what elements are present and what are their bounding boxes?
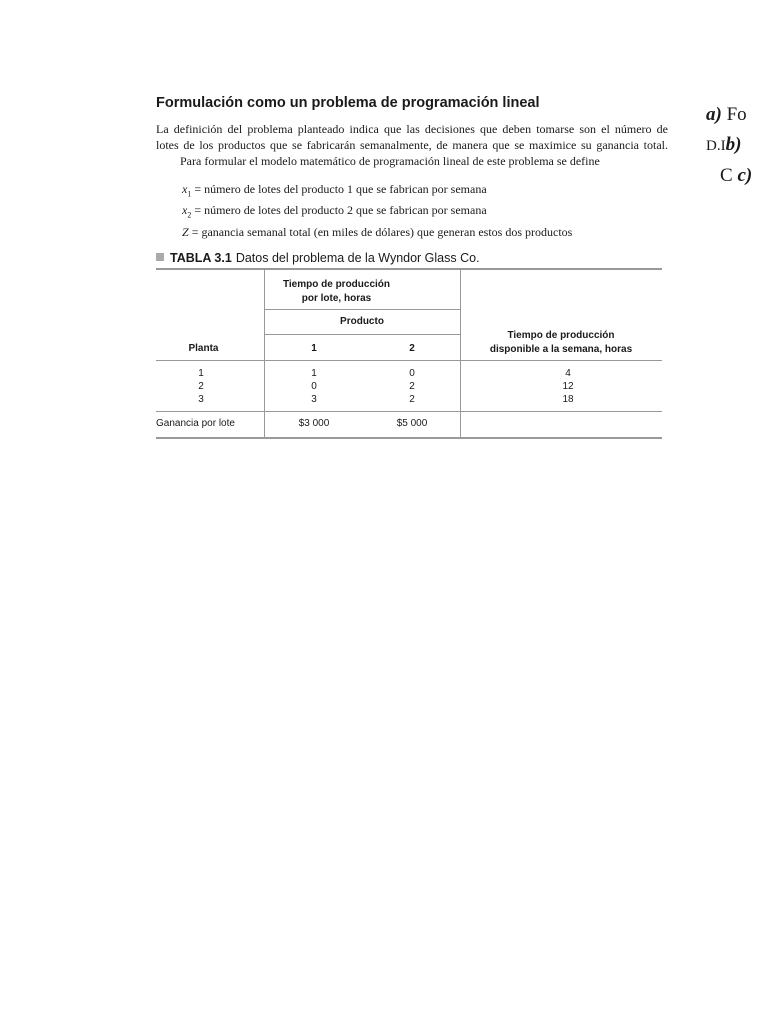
table-cell: 18 xyxy=(562,394,574,405)
header-product-1: 1 xyxy=(311,343,317,354)
variable-symbol: x xyxy=(182,182,188,196)
product-1-column xyxy=(264,367,364,406)
table-number: TABLA 3.1 xyxy=(170,251,232,265)
variable-symbol: x xyxy=(182,203,188,218)
table-cell: 1 xyxy=(311,368,317,379)
header-text: por lote, horas xyxy=(301,293,372,304)
paragraph-line: Para formular el modelo matemático de programación lineal de este problema se define xyxy=(180,154,600,168)
variable-subscript: 2 xyxy=(187,210,192,220)
header-available-time xyxy=(460,329,662,357)
table-cell: 12 xyxy=(562,381,574,392)
plant-column xyxy=(156,367,246,406)
variable-subscript: 1 xyxy=(187,189,192,199)
paragraph-line: La definición del problema planteado indica que las decisiones que deben tomarse son el número de xyxy=(156,122,668,136)
table-cell: 2 xyxy=(409,394,415,405)
header-time-per-lot xyxy=(264,278,409,306)
table-cell: 3 xyxy=(198,394,204,405)
table-body-rule xyxy=(156,411,662,412)
variable-x2 xyxy=(182,202,662,223)
variable-definition: = número de lotes del producto 2 que se fabrican por semana xyxy=(194,203,487,218)
header-text: Tiempo de producción xyxy=(507,330,615,341)
table-cell: 3 xyxy=(311,394,317,405)
table-group-rule xyxy=(264,309,460,310)
variable-definitions xyxy=(182,181,662,240)
table-cell: 2 xyxy=(198,381,204,392)
profit-product-2: $5 000 xyxy=(396,418,428,429)
profit-label: Ganancia por lote xyxy=(156,418,235,429)
side-note-c xyxy=(720,161,752,191)
header-product-2: 2 xyxy=(409,343,415,354)
side-note-prefix: D.I xyxy=(706,138,726,154)
product-2-column xyxy=(364,367,460,406)
side-note-label: c) xyxy=(737,165,753,186)
header-text: Tiempo de producción xyxy=(282,279,391,290)
section-heading: Formulación como un problema de programación lineal xyxy=(156,95,540,111)
header-plant: Planta xyxy=(188,343,219,354)
table-cell: 2 xyxy=(409,381,415,392)
paragraph-line: lotes de los productos que se fabricarán semanalmente, de manera que se maximice su ganancia total. xyxy=(156,138,668,152)
table-cell: 1 xyxy=(198,368,204,379)
side-note-label: b) xyxy=(725,134,742,155)
header-text: disponible a la semana, horas xyxy=(489,344,633,355)
variable-x1 xyxy=(182,181,662,202)
table-cell: 4 xyxy=(565,368,571,379)
table-product-rule xyxy=(264,334,460,335)
variable-z xyxy=(182,224,662,240)
table-bottom-rule xyxy=(156,437,662,439)
header-product: Producto xyxy=(340,316,384,327)
table-cell: 0 xyxy=(311,381,317,392)
side-note-text: Fo xyxy=(726,104,747,125)
variable-definition: = número de lotes del producto 1 que se fabrican por semana xyxy=(194,182,487,196)
side-note-prefix: C xyxy=(720,165,733,186)
profit-product-1: $3 000 xyxy=(298,418,330,429)
table-top-rule xyxy=(156,268,662,270)
side-note-label: a) xyxy=(706,104,722,125)
variable-symbol: Z xyxy=(182,224,189,239)
data-table xyxy=(156,268,662,440)
available-column xyxy=(460,367,676,406)
table-caption xyxy=(156,251,666,265)
side-note-a xyxy=(706,100,752,130)
variable-definition: = ganancia semanal total (en miles de dólares) que generan estos dos productos xyxy=(191,224,573,239)
caption-square-icon xyxy=(156,253,164,261)
side-notes xyxy=(706,100,752,191)
table-cell: 0 xyxy=(409,368,415,379)
table-header-rule xyxy=(156,360,662,361)
table-title: Datos del problema de la Wyndor Glass Co. xyxy=(235,251,480,265)
intro-paragraph xyxy=(156,121,668,169)
side-note-b xyxy=(706,130,752,161)
